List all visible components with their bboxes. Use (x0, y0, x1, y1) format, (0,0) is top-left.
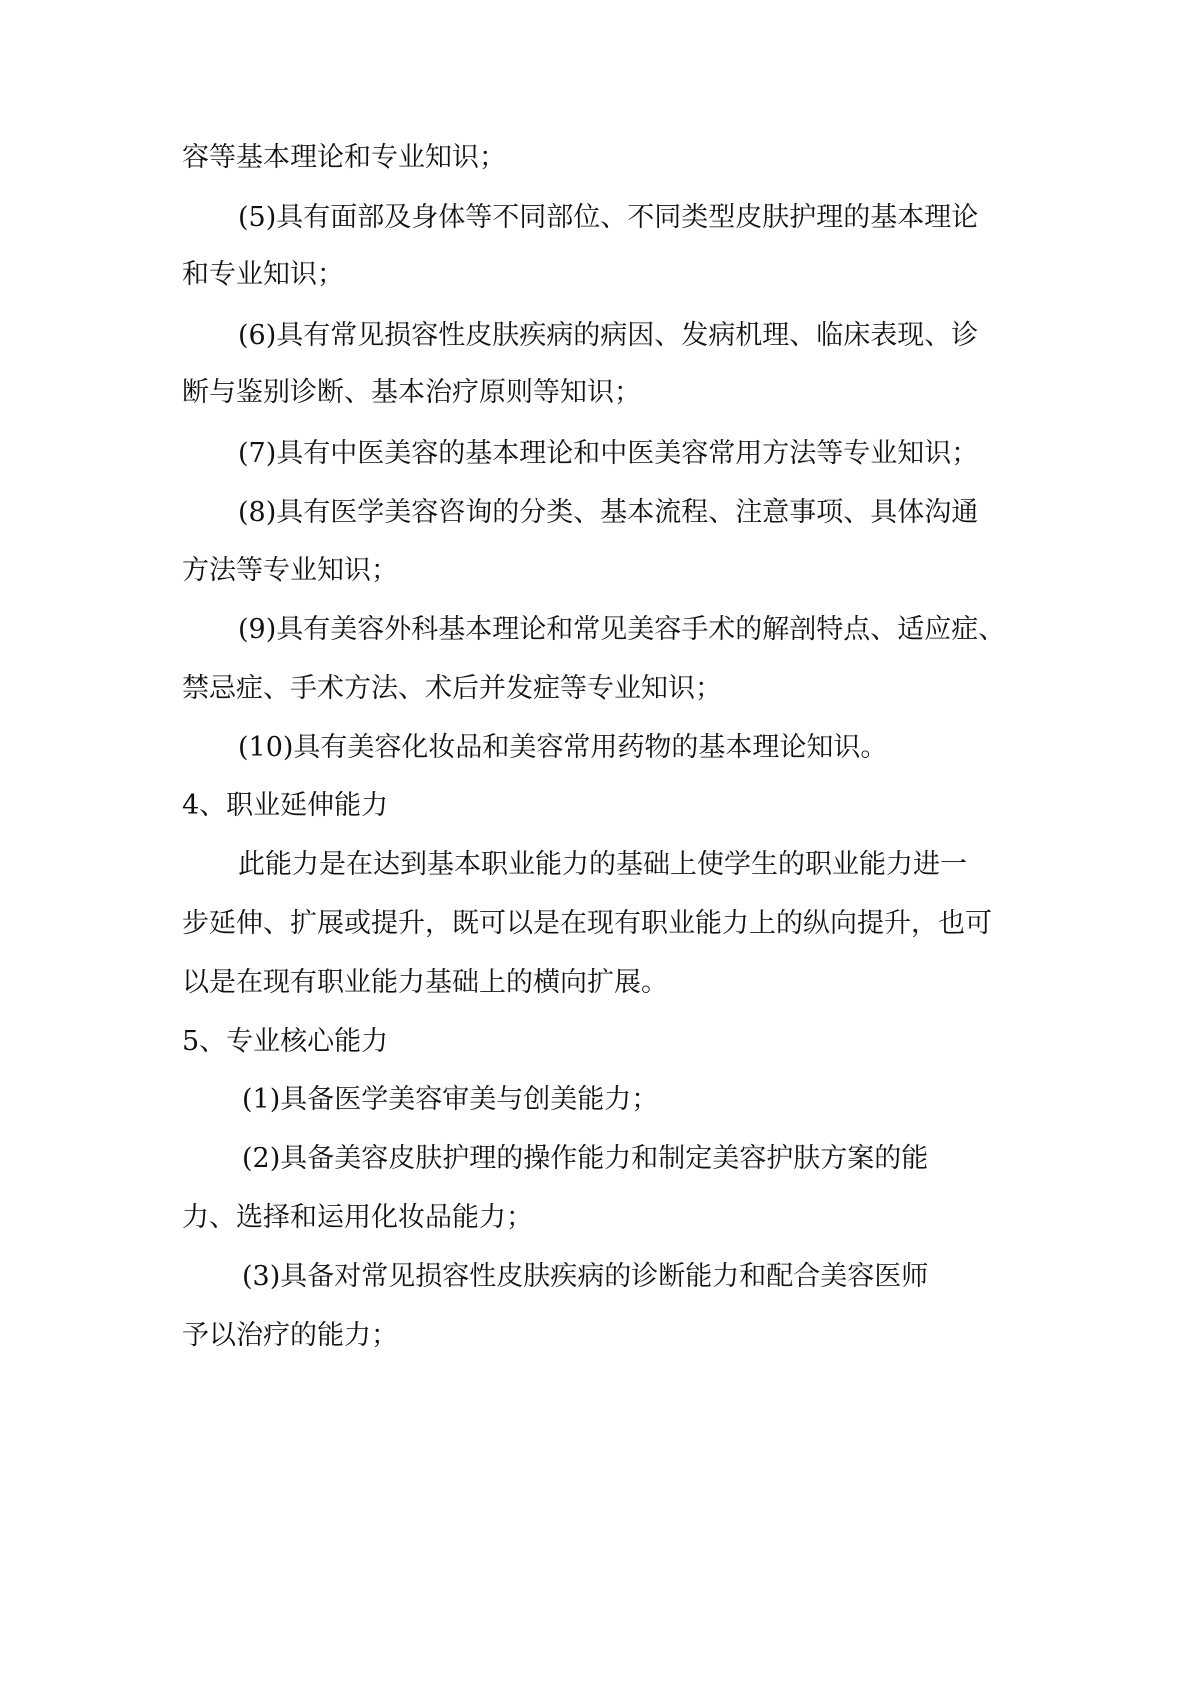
text-line: 以是在现有职业能力基础上的横向扩展。 (182, 967, 668, 998)
text-line: (10)具有美容化妆品和美容常用药物的基本理论知识。 (238, 732, 888, 763)
text-line: 断与鉴别诊断、基本治疗原则等知识； (182, 377, 641, 408)
text-line: (5)具有面部及身体等不同部位、不同类型皮肤护理的基本理论 (238, 202, 979, 233)
text-line: (1)具备医学美容审美与创美能力； (242, 1084, 659, 1115)
section-heading: 4、职业延伸能力 (182, 790, 389, 821)
text-line: 容等基本理论和专业知识； (182, 142, 506, 173)
text-line: 予以治疗的能力； (182, 1320, 398, 1351)
text-line: 步延伸、扩展或提升，既可以是在现有职业能力上的纵向提升，也可 (182, 908, 992, 939)
section-heading: 5、专业核心能力 (182, 1026, 389, 1057)
text-line: 方法等专业知识； (182, 555, 398, 586)
text-line: (3)具备对常见损容性皮肤疾病的诊断能力和配合美容医师 (242, 1261, 929, 1292)
text-line: 力、选择和运用化妆品能力； (182, 1202, 533, 1233)
text-line: (9)具有美容外科基本理论和常见美容手术的解剖特点、适应症、 (238, 614, 1006, 645)
text-line: 和专业知识； (182, 259, 344, 290)
text-line: (6)具有常见损容性皮肤疾病的病因、发病机理、临床表现、诊 (238, 320, 979, 351)
text-line: (8)具有医学美容咨询的分类、基本流程、注意事项、具体沟通 (238, 497, 979, 528)
text-line: (2)具备美容皮肤护理的操作能力和制定美容护肤方案的能 (242, 1143, 929, 1174)
text-line: (7)具有中医美容的基本理论和中医美容常用方法等专业知识； (238, 438, 979, 469)
text-line: 禁忌症、手术方法、术后并发症等专业知识； (182, 673, 722, 704)
text-line: 此能力是在达到基本职业能力的基础上使学生的职业能力进一 (238, 849, 967, 880)
